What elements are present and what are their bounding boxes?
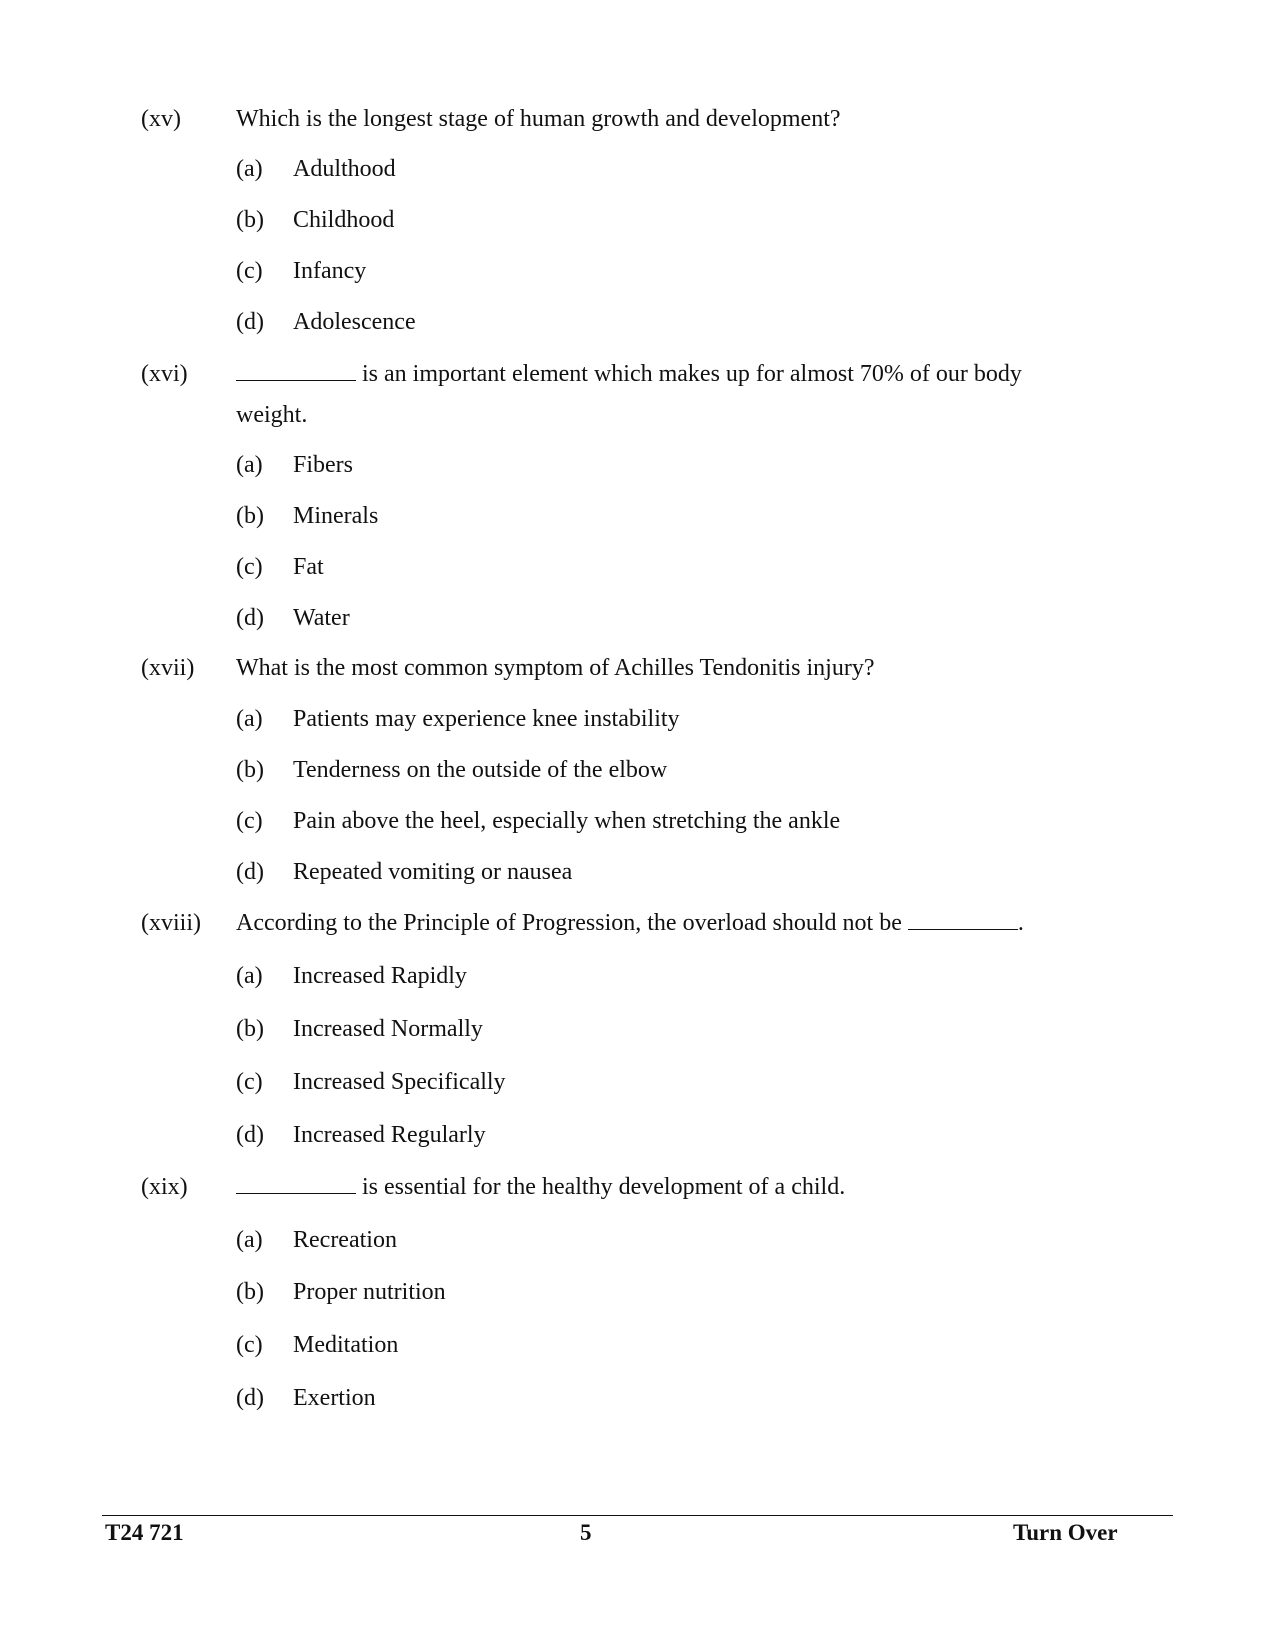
option-label: (b) bbox=[236, 1279, 264, 1305]
option-text: Exertion bbox=[293, 1385, 376, 1411]
option-text: Pain above the heel, especially when stretching the ankle bbox=[293, 808, 841, 834]
answer-blank bbox=[908, 909, 1018, 930]
option-c bbox=[236, 807, 840, 835]
option-text: Water bbox=[293, 605, 350, 631]
footer-divider bbox=[102, 1515, 1173, 1516]
question-number: (xvi) bbox=[141, 361, 188, 387]
option-text: Increased Regularly bbox=[293, 1122, 486, 1148]
option-text: Recreation bbox=[293, 1227, 397, 1253]
option-label: (c) bbox=[236, 1332, 263, 1358]
option-label: (b) bbox=[236, 1016, 264, 1042]
option-text: Adolescence bbox=[293, 309, 416, 335]
option-text: Proper nutrition bbox=[293, 1279, 446, 1305]
question-text: According to the Principle of Progression, the overload should not be bbox=[236, 910, 902, 936]
answer-blank bbox=[236, 1173, 356, 1194]
question-number: (xv) bbox=[141, 106, 181, 132]
option-text: Increased Normally bbox=[293, 1016, 483, 1042]
turn-over-label: Turn Over bbox=[1013, 1520, 1118, 1545]
option-b bbox=[236, 206, 394, 234]
option-b bbox=[236, 1278, 446, 1306]
option-d bbox=[236, 858, 572, 886]
question-number: (xvii) bbox=[141, 655, 195, 681]
question-number: (xix) bbox=[141, 1174, 188, 1200]
option-label: (a) bbox=[236, 452, 263, 478]
option-d bbox=[236, 1121, 486, 1149]
paper-code: T24 721 bbox=[105, 1520, 184, 1545]
option-label: (a) bbox=[236, 706, 263, 732]
question-text: What is the most common symptom of Achilles Tendonitis injury? bbox=[236, 655, 875, 681]
option-text: Minerals bbox=[293, 503, 379, 529]
option-label: (b) bbox=[236, 207, 264, 233]
option-text: Fibers bbox=[293, 452, 353, 478]
option-text: Repeated vomiting or nausea bbox=[293, 859, 573, 885]
question-text-continued: weight. bbox=[236, 402, 308, 428]
option-a bbox=[236, 155, 396, 183]
option-a bbox=[236, 1226, 397, 1254]
option-label: (a) bbox=[236, 156, 263, 182]
option-label: (d) bbox=[236, 859, 264, 885]
option-text: Tenderness on the outside of the elbow bbox=[293, 757, 668, 783]
option-label: (d) bbox=[236, 309, 264, 335]
question-text-end: . bbox=[1017, 910, 1024, 936]
option-label: (c) bbox=[236, 258, 263, 284]
option-label: (a) bbox=[236, 963, 263, 989]
option-a bbox=[236, 451, 353, 479]
option-label: (c) bbox=[236, 1069, 263, 1095]
question-text: is an important element which makes up for almost 70% of our body bbox=[362, 361, 1022, 387]
option-text: Meditation bbox=[293, 1332, 399, 1358]
option-a bbox=[236, 705, 680, 733]
option-label: (c) bbox=[236, 808, 263, 834]
option-text: Adulthood bbox=[293, 156, 396, 182]
option-label: (d) bbox=[236, 1122, 264, 1148]
option-d bbox=[236, 308, 416, 336]
option-text: Fat bbox=[293, 554, 324, 580]
option-c bbox=[236, 553, 324, 581]
question-text: is essential for the healthy development of a child. bbox=[362, 1174, 846, 1200]
option-label: (d) bbox=[236, 1385, 264, 1411]
option-text: Infancy bbox=[293, 258, 367, 284]
question-text-line bbox=[236, 909, 1046, 937]
option-d bbox=[236, 604, 350, 632]
page-number: 5 bbox=[580, 1520, 592, 1545]
question-text: Which is the longest stage of human growth and development? bbox=[236, 106, 841, 132]
option-c bbox=[236, 1068, 506, 1096]
option-c bbox=[236, 1331, 398, 1359]
option-label: (c) bbox=[236, 554, 263, 580]
option-b bbox=[236, 756, 667, 784]
option-label: (b) bbox=[236, 503, 264, 529]
option-b bbox=[236, 1015, 483, 1043]
option-label: (d) bbox=[236, 605, 264, 631]
answer-blank bbox=[236, 360, 356, 381]
question-text-line bbox=[236, 1173, 1046, 1201]
option-text: Patients may experience knee instability bbox=[293, 706, 680, 732]
option-a bbox=[236, 962, 467, 990]
option-label: (b) bbox=[236, 757, 264, 783]
option-label: (a) bbox=[236, 1227, 263, 1253]
option-b bbox=[236, 502, 378, 530]
option-text: Increased Rapidly bbox=[293, 963, 467, 989]
question-text-line bbox=[236, 360, 1046, 388]
option-text: Increased Specifically bbox=[293, 1069, 506, 1095]
question-number: (xviii) bbox=[141, 910, 201, 936]
option-c bbox=[236, 257, 366, 285]
option-text: Childhood bbox=[293, 207, 395, 233]
option-d bbox=[236, 1384, 376, 1412]
